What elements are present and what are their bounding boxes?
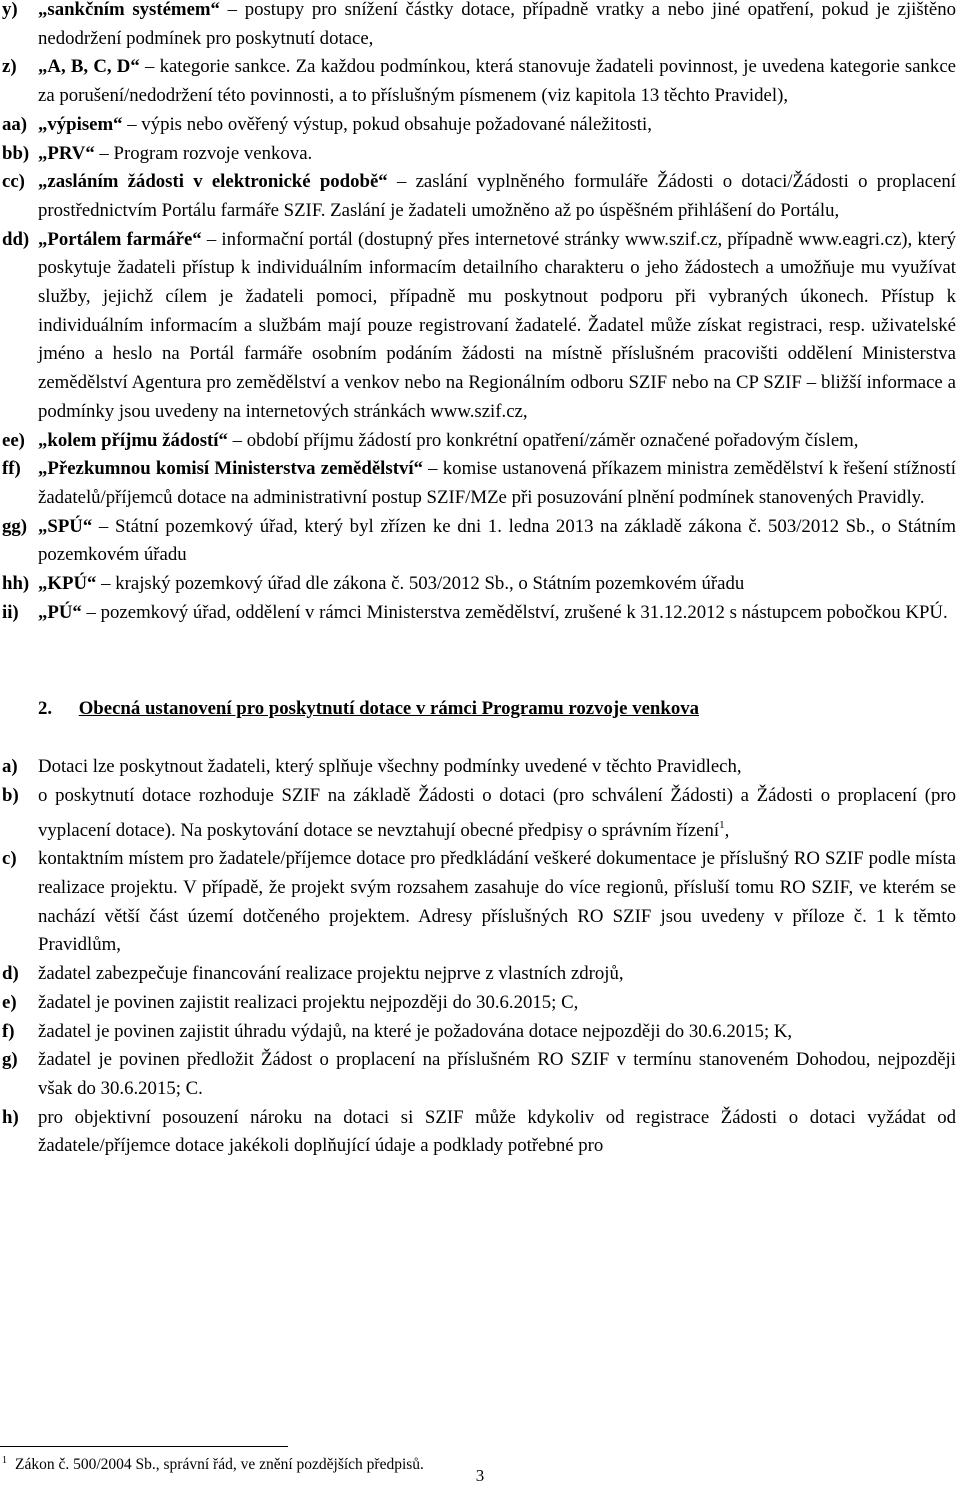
definition-body: – krajský pozemkový úřad dle zákona č. 503/2012 Sb., o Státním pozemkovém úřadu xyxy=(96,573,745,595)
definition-text xyxy=(38,427,960,456)
section-number: 2. xyxy=(38,698,53,720)
rule-body: žadatel zabezpečuje financování realizace projektu nejprve z vlastních zdrojů, xyxy=(38,963,624,985)
rule-label: g) xyxy=(2,1049,18,1071)
rule-body: kontaktním místem pro žadatele/příjemce dotace pro předkládání veškeré dokumentace je příslušný RO SZIF podle místa realizace projektu. V případě, že projekt svým rozsahem zasahuje do více regionů, přísluší tomu RO SZIF, ve kterém se nachází větší část území dotčeného projektem. Adresy příslušných RO SZIF jsou uvedeny v příloze č. 1 k těmto Pravidlům, xyxy=(38,848,956,956)
page-number: 3 xyxy=(475,1466,485,1485)
rule-text xyxy=(38,1046,960,1103)
section-title: Obecná ustanovení pro poskytnutí dotace v rámci Programu rozvoje venkova xyxy=(78,698,699,720)
rule-label: e) xyxy=(2,991,17,1013)
rule-body: o poskytnutí dotace rozhoduje SZIF na základě Žádosti o dotaci (pro schválení Žádosti) a Žádosti o proplacení (pro vyplacení dotace). Na poskytování dotace se nevztahují obecné předpisy o správním řízení xyxy=(38,784,956,841)
rule-item xyxy=(0,1046,960,1103)
rule-item xyxy=(0,1018,960,1047)
definition-body: – postupy pro snížení částky dotace, případně vratky a nebo jiné opatření, pokud je zjištěno nedodržení podmínek pro poskytnutí dotace, xyxy=(38,0,956,49)
definition-text xyxy=(38,570,960,599)
definition-label: ff) xyxy=(2,458,21,480)
definition-text xyxy=(38,0,960,53)
rule-label: h) xyxy=(2,1106,19,1128)
rule-text xyxy=(38,960,960,989)
definition-label: hh) xyxy=(2,573,30,595)
definition-body: – komise ustanovená příkazem ministra zemědělství k řešení stížností žadatelů/příjemců dotace na administrativní postup SZIF/MZe při posuzování plnění podmínek stanovených Pravidly. xyxy=(38,458,956,508)
definition-text xyxy=(38,226,960,427)
definition-label: ee) xyxy=(2,429,25,451)
rule-text xyxy=(38,845,960,960)
rule-text xyxy=(38,753,960,782)
definition-text xyxy=(38,168,960,225)
rule-item xyxy=(0,782,960,845)
definition-label: gg) xyxy=(2,515,28,537)
definition-text xyxy=(38,53,960,110)
rule-label: c) xyxy=(2,848,17,870)
footnote-reference: 1 xyxy=(719,818,725,831)
definition-term: „výpisem“ xyxy=(38,113,123,135)
rule-body: žadatel je povinen zajistit realizaci projektu nejpozději do 30.6.2015; C, xyxy=(38,991,579,1013)
definition-term: „KPÚ“ xyxy=(38,573,97,595)
definition-body: – Státní pozemkový úřad, který byl zřízen ke dni 1. ledna 2013 na základě zákona č. 503/2012 Sb., o Státním pozemkovém úřadu xyxy=(38,515,956,566)
rule-item xyxy=(0,753,960,782)
definition-label: ii) xyxy=(2,601,19,623)
definition-label: cc) xyxy=(2,171,25,193)
rule-label: b) xyxy=(2,784,19,806)
definition-item xyxy=(0,599,960,628)
definition-term: „PRV“ xyxy=(38,142,95,164)
definition-text xyxy=(38,140,960,169)
definition-term: „zasláním žádosti v elektronické podobě“ xyxy=(38,171,388,193)
definition-item xyxy=(0,513,960,570)
definition-term: „Přezkumnou komisí Ministerstva zemědělství“ xyxy=(38,458,423,480)
definition-item xyxy=(0,226,960,427)
rule-text xyxy=(38,989,960,1018)
definition-term: „SPÚ“ xyxy=(38,515,93,537)
definition-term: „PÚ“ xyxy=(38,601,82,623)
rule-item xyxy=(0,960,960,989)
definition-label: dd) xyxy=(2,228,30,250)
definition-text xyxy=(38,599,960,628)
definition-item xyxy=(0,140,960,169)
definition-body: – kategorie sankce. Za každou podmínkou, která stanovuje žadateli povinnost, je uvedena kategorie sankce za porušení/nedodržení této povinnosti, a to příslušným písmenem (viz kapitola 13 těchto Pravidel), xyxy=(38,56,956,107)
footnote-divider xyxy=(0,1446,288,1447)
rule-body-end: , xyxy=(724,819,730,841)
rule-body: Dotaci lze poskytnout žadateli, který splňuje všechny podmínky uvedené v těchto Pravidlech, xyxy=(38,756,742,778)
definition-item xyxy=(0,427,960,456)
rule-label: f) xyxy=(2,1020,15,1042)
definitions-list xyxy=(0,0,960,627)
definition-label: bb) xyxy=(2,142,30,164)
rule-text xyxy=(38,782,960,845)
definition-item xyxy=(0,168,960,225)
rule-text xyxy=(38,1018,960,1047)
definition-term: „sankčním systémem“ xyxy=(38,0,220,20)
rule-label: a) xyxy=(2,756,18,778)
definition-body: – období příjmu žádostí pro konkrétní opatření/záměr označené pořadovým číslem, xyxy=(227,429,859,451)
definition-body: – Program rozvoje venkova. xyxy=(94,142,313,164)
footnote-mark: 1 xyxy=(2,1455,7,1466)
rule-item xyxy=(0,845,960,960)
definition-text xyxy=(38,455,960,512)
definition-label: aa) xyxy=(2,113,28,135)
definition-item xyxy=(0,570,960,599)
definition-term: „Portálem farmáře“ xyxy=(38,228,202,250)
definition-body: – pozemkový úřad, oddělení v rámci Ministerstva zemědělství, zrušené k 31.12.2012 s nástupcem pobočkou KPÚ. xyxy=(81,601,948,623)
definition-item xyxy=(0,53,960,110)
rule-body: žadatel je povinen předložit Žádost o proplacení na příslušném RO SZIF v termínu stanoveném Dohodou, nejpozději však do 30.6.2015; C. xyxy=(38,1049,956,1099)
definition-label: y) xyxy=(2,0,18,20)
definition-body: – zaslání vyplněného formuláře Žádosti o dotaci/Žádosti o proplacení prostřednictvím Portálu farmáře SZIF. Zaslání je žadateli umožněno až po úspěšném přihlášení do Portálu, xyxy=(38,171,957,221)
definition-item xyxy=(0,455,960,512)
definition-item xyxy=(0,0,960,53)
rule-item xyxy=(0,1104,960,1161)
definition-item xyxy=(0,111,960,140)
definition-term: „A, B, C, D“ xyxy=(38,56,140,78)
definition-label: z) xyxy=(2,56,17,78)
definition-term: „kolem příjmu žádostí“ xyxy=(38,429,228,451)
rule-item xyxy=(0,989,960,1018)
definition-body: – informační portál (dostupný přes internetové stránky www.szif.cz, případně www.eagri.cz), který poskytuje žadateli přístup k individuálním informacím detailního charakteru o jeho žádostech a umožňuje mu využívat služby, jejichž cílem je žadateli pomoci, případně mu poskytnout podporu při vybraných úkonech. Přístup k individuálním informacím a službám mají pouze registrovaní žadatelé. Žadatel může získat registraci, resp. uživatelské jméno a heslo na Portál farmáře osobním podáním žádosti na místně příslušném pracovišti oddělení Ministerstva zemědělství Agentura pro zemědělství a venkov nebo na Regionálním odboru SZIF nebo na CP SZIF – bližší informace a podmínky jsou uvedeny na internetových stránkách www.szif.cz, xyxy=(38,228,956,422)
footnote-text: Zákon č. 500/2004 Sb., správní řád, ve znění pozdějších předpisů. xyxy=(15,1456,424,1473)
definition-text xyxy=(38,111,960,140)
rule-body: žadatel je povinen zajistit úhradu výdajů, na které je požadována dotace nejpozději do 30.6.2015; K, xyxy=(38,1020,793,1042)
definition-text xyxy=(38,513,960,570)
rule-text xyxy=(38,1104,960,1161)
rule-label: d) xyxy=(2,963,19,985)
rule-body: pro objektivní posouzení nároku na dotaci si SZIF může kdykoliv od registrace Žádosti o dotaci vyžádat od žadatele/příjemce dotace jakékoli doplňující údaje a podklady potřebné pro xyxy=(38,1106,956,1157)
definition-body: – výpis nebo ověřený výstup, pokud obsahuje požadované náležitosti, xyxy=(122,113,652,135)
rules-list xyxy=(0,753,960,1161)
section-heading xyxy=(0,695,960,724)
